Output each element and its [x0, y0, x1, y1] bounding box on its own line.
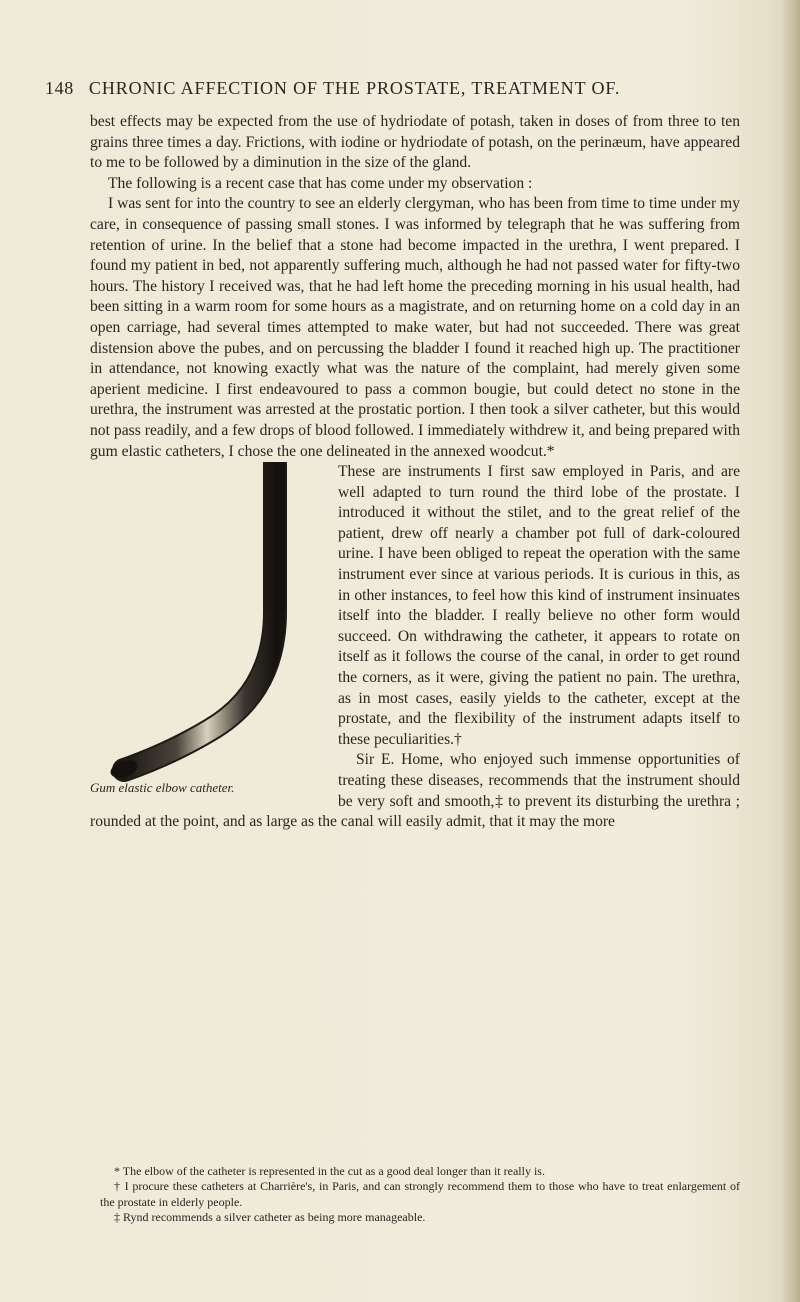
running-head: CHRONIC AFFECTION OF THE PROSTATE, TREATMENT OF.	[88, 78, 621, 98]
footnote-charriere: † I procure these catheters at Charrière's, in Paris, and can strongly recommend them to those who have to treat enlargement of the prostate in elderly people.	[100, 1179, 740, 1209]
footnotes	[100, 1164, 740, 1225]
paragraph-home: Sir E. Home, who enjoyed such immense opportunities of treating these diseases, recommends that the instrument should be very soft and smooth,‡ to prevent its disturbing the urethra ; rounded at the point, and as large as the canal will easily admit, that it may the more	[90, 751, 740, 831]
paragraph-potash: best effects may be expected from the use of hydriodate of potash, taken in doses of from three to ten grains three times a day. Frictions, with iodine or hydriodate of potash, on the perinæum, have appeared to me to be followed by a diminution in the size of the gland.	[90, 113, 740, 172]
page-edge	[782, 0, 800, 1302]
woodcut-figure	[90, 462, 332, 798]
footnote-rynd: ‡ Rynd recommends a silver catheter as being more manageable.	[114, 1209, 426, 1224]
body-text	[90, 112, 740, 833]
paragraph-case-history: I was sent for into the country to see an elderly clergyman, who has been from time to time under my care, in consequence of passing small stones. I was informed by telegraph that he was suffering from retention of urine. In the belief that a stone had become impacted in the urethra, I went prepared. I found my patient in bed, not apparently suffering much, although he had not passed water for fifty-two hours. The history I received was, that he had left home the preceding morning in his usual health, had been sitting in a warm room for some hours as a magistrate, and on returning home on a cold day in an open carriage, had several times attempted to make water, but had not succeeded. There was great distension above the pubes, and on percussing the bladder I found it reached high up. The practitioner in attendance, not knowing exactly what was the nature of the complaint, had merely given some aperient medicine. I first endeavoured to pass a common bougie, but could detect no stone in the urethra, the instrument was arrested at the prostatic portion. I then took a silver catheter, but this would not pass readily, and a few drops of blood followed. I immediately withdrew it, and being prepared with gum elastic catheters, I chose the one delineated in the annexed woodcut.*	[90, 195, 740, 460]
footnote-elbow: * The elbow of the catheter is represented in the cut as a good deal longer than it really is.	[114, 1164, 545, 1178]
catheter-illustration	[90, 462, 332, 784]
page-header	[45, 78, 745, 99]
paragraph-case-intro: The following is a recent case that has come under my observation :	[108, 174, 533, 192]
paragraph-instruments: These are instruments I first saw employed in Paris, and are well adapted to turn round the third lobe of the prostate. I introduced it without the stilet, and to the great relief of the patient, drew off nearly a chamber pot full of dark-coloured urine. I have been obliged to repeat the operation with the same instrument ever since at various periods. It is curious in this, as in other instances, to feel how this kind of instrument insinuates itself into the bladder. I really believe no other form would succeed. On withdrawing the catheter, it appears to rotate on itself as it follows the course of the canal, in order to get round the corners, as it were, giving the patient no pain. The urethra, as in most cases, easily yields to the catheter, except at the prostate, and the flexibility of the instrument adapts itself to these peculiarities.†	[338, 463, 740, 748]
page-number: 148	[45, 78, 74, 98]
figure-caption: Gum elastic elbow catheter.	[90, 779, 235, 795]
